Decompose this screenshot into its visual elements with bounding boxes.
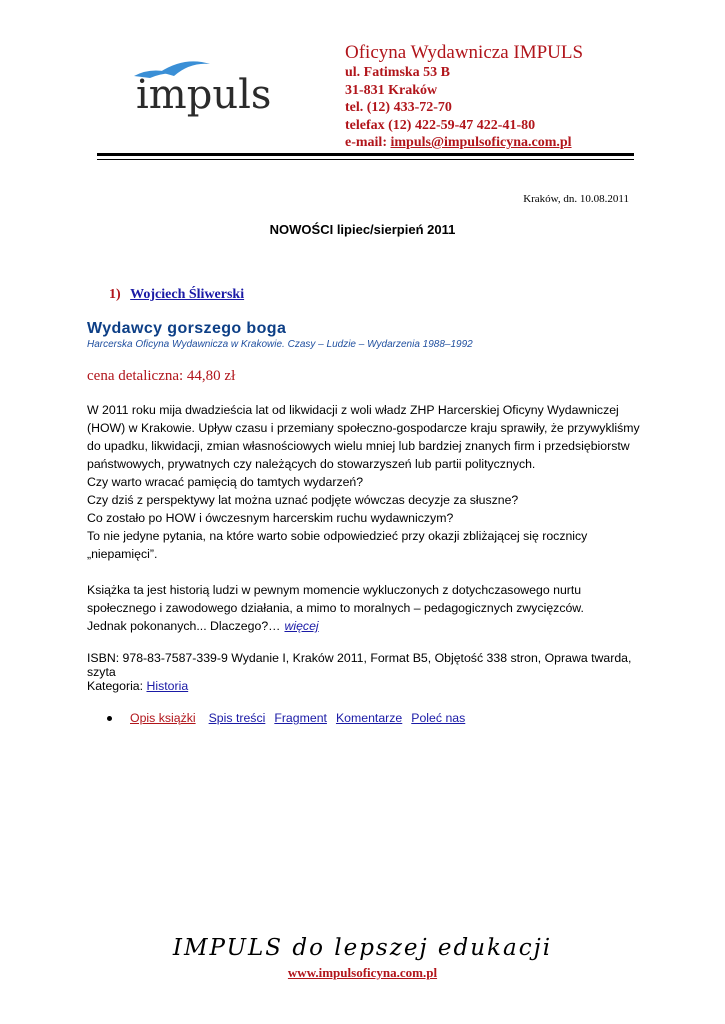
header-divider [97, 153, 634, 156]
link-recommend[interactable]: Poleć nas [411, 711, 466, 725]
logo-text: impuls [136, 72, 272, 118]
book-price: cena detaliczna: 44,80 zł [87, 368, 236, 384]
email-label: e-mail: [345, 135, 387, 150]
book-subtitle: Harcerska Oficyna Wydawnicza w Krakowie. Czasy – Ludzie – Wydarzenia 1988–1992 [87, 339, 473, 350]
description-paragraph: W 2011 roku mija dwadzieścia lat od likwidacji z woli władz ZHP Harcerskiej Oficyny Wydawniczej (HOW) w Krakowie. Upływ czasu i przemiany społeczno-gospodarcze kraju sprawiły, że przywykliśmy do upadku, likwidacji, zmian własnościowych wielu mniej lub bardziej znanych firm i przedsiębiorstw państwowych, prywatnych czy należących do stowarzyszeń lub partii politycznych. [87, 403, 640, 471]
closing-text: Jednak pokonanych... Dlaczego?… [87, 619, 281, 633]
category-label: Kategoria: [87, 679, 144, 693]
news-title: NOWOŚCI lipiec/sierpień 2011 [269, 222, 456, 237]
company-address: ul. Fatimska 53 B [345, 65, 451, 80]
description-paragraph: To nie jedyne pytania, na które warto sobie odpowiedzieć przy okazji zbliżającej się rocznicy „niepamięci”. [87, 529, 588, 561]
company-email-row [345, 134, 583, 152]
description-question: Co zostało po HOW i ówczesnym harcerskim ruchu wydawniczym? [87, 511, 454, 525]
email-link[interactable]: impuls@impulsoficyna.com.pl [390, 135, 572, 150]
bullet-icon [107, 716, 112, 721]
company-city: 31-831 Kraków [345, 82, 438, 98]
link-comments[interactable]: Komentarze [335, 711, 403, 725]
company-name: Oficyna Wydawnicza IMPULS [345, 42, 584, 63]
description-question: Czy dziś z perspektywy lat można uznać podjęte wówczas decyzje za słuszne? [87, 493, 519, 507]
author-link[interactable]: Wojciech Śliwerski [130, 287, 245, 302]
book-description [87, 401, 647, 635]
entry-number: 1) [109, 287, 121, 302]
description-closing [87, 617, 647, 635]
link-fragment[interactable]: Fragment [274, 711, 327, 725]
book-links [107, 711, 474, 725]
book-details [87, 651, 647, 693]
isbn-text: ISBN: 978-83-7587-339-9 Wydanie I, Kraków 2011, Format B5, Objętość 338 stron, Oprawa twarda, szyta [87, 651, 632, 679]
author-heading [109, 287, 244, 303]
link-book-description[interactable]: Opis książki [130, 711, 196, 725]
description-paragraph: Książka ta jest historią ludzi w pewnym momencie wykluczonych z dotychczasowego nurtu społecznego i zawodowego działania, a mimo to moralnych – pedagogicznych zwycięzców. [87, 583, 584, 615]
description-question: Czy warto wracać pamięcią do tamtych wydarzeń? [87, 475, 364, 489]
company-logo [130, 58, 272, 128]
link-table-of-contents[interactable]: Spis treści [208, 711, 266, 725]
more-link[interactable]: więcej [284, 619, 319, 633]
footer-slogan: IMPULS do lepszej edukacji [172, 935, 553, 961]
company-contact [345, 42, 583, 152]
company-fax: telefax (12) 422-59-47 422-41-80 [345, 117, 536, 133]
company-phone: tel. (12) 433-72-70 [345, 100, 452, 115]
book-title: Wydawcy gorszego boga [87, 320, 287, 337]
footer-url-link[interactable]: www.impulsoficyna.com.pl [287, 965, 438, 980]
header-divider-thin [97, 159, 634, 160]
category-link[interactable]: Historia [146, 679, 189, 693]
letter-date: Kraków, dn. 10.08.2011 [523, 193, 629, 205]
category-row [87, 679, 647, 693]
